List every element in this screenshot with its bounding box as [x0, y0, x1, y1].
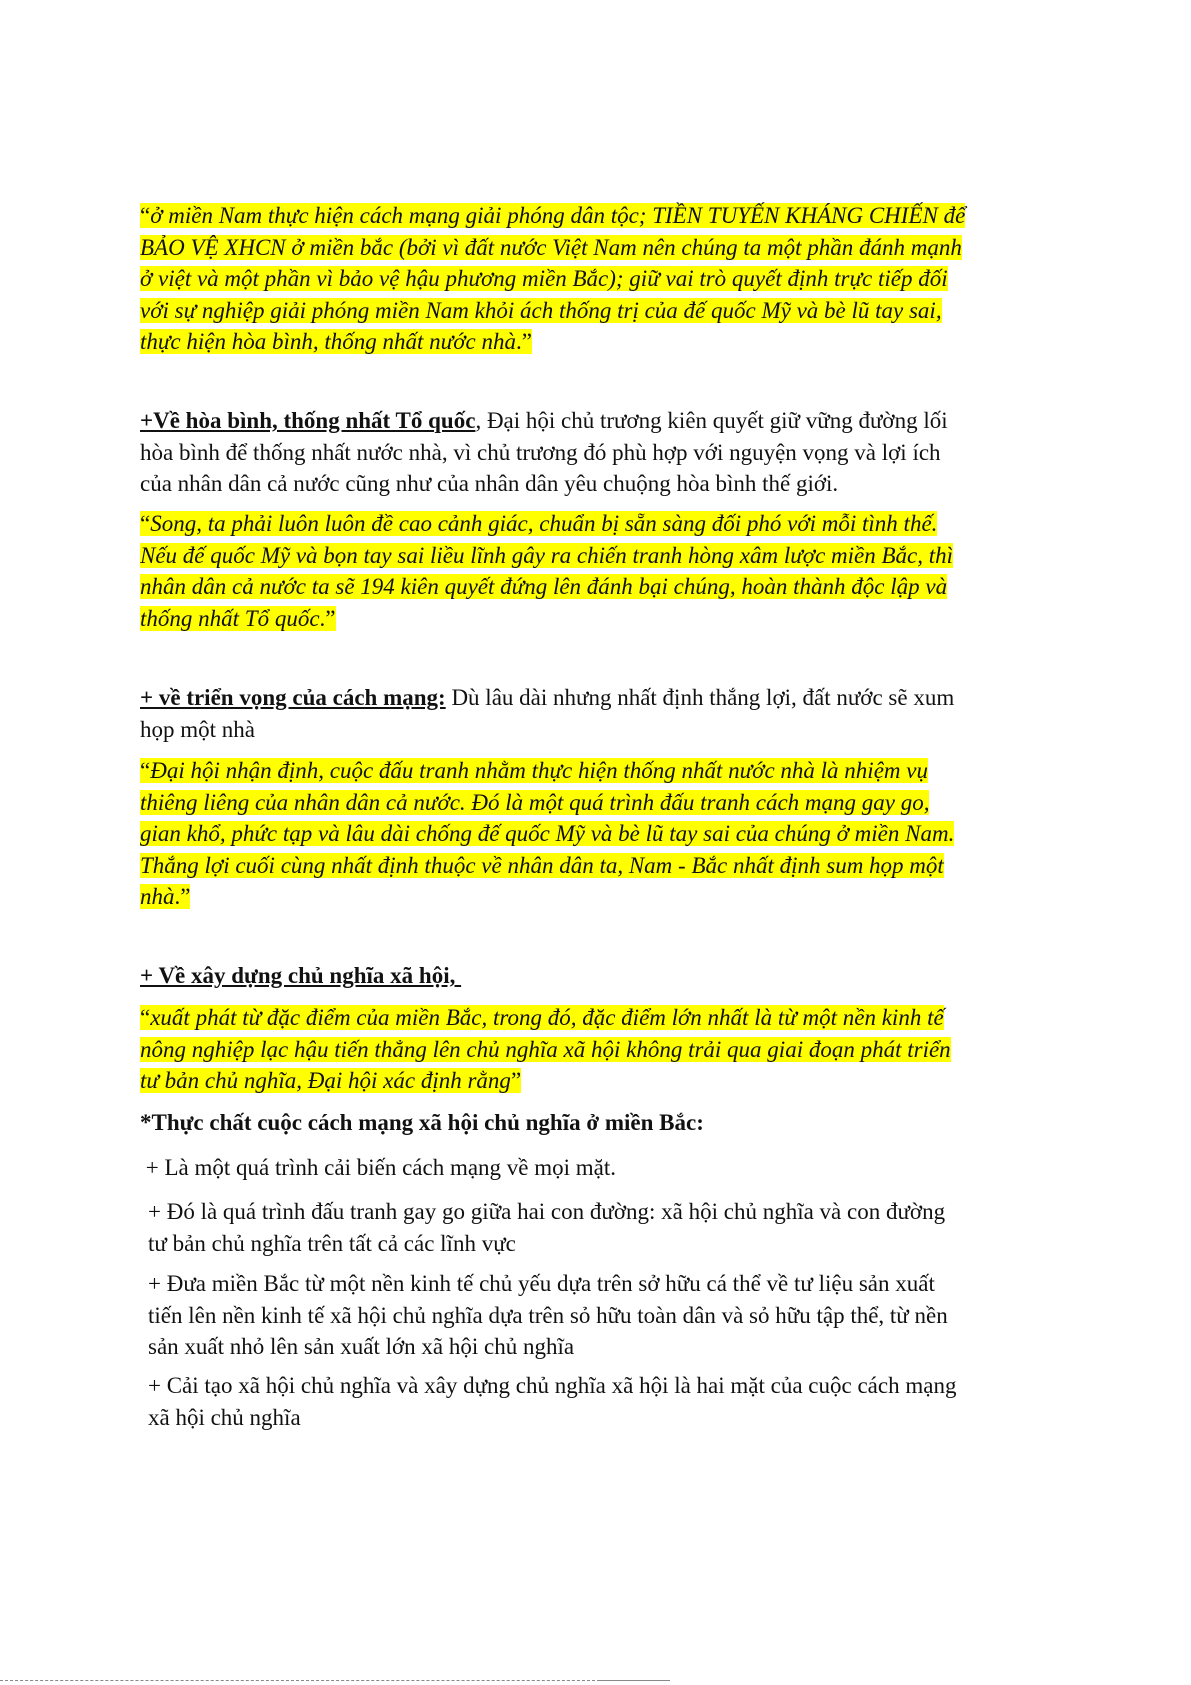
bullet-item: + Cải tạo xã hội chủ nghĩa và xây dựng chủ nghĩa xã hội là hai mặt của cuộc cách mạng xã hội chủ nghĩa [148, 1373, 957, 1430]
section-heading: +Về hòa bình, thống nhất Tổ quốc [140, 408, 476, 433]
bullet-item: + Là một quá trình cải biến cách mạng về mọi mặt. [140, 1155, 617, 1180]
page-divider [0, 1680, 600, 1681]
quote-north-characteristics: “xuất phát từ đặc điểm của miền Bắc, trong đó, đặc điểm lớn nhất là từ một nền kinh tế nông nghiệp lạc hậu tiến thẳng lên chủ nghĩa xã hội không trải qua giai đoạn phát triển tư bản chủ nghĩa, Đại hội xác định rằng” [140, 1005, 951, 1093]
section-heading: + Về xây dựng chủ nghĩa xã hội, [140, 963, 462, 988]
section-revolution-prospect: + về triển vọng của cách mạng: Dù lâu dài nhưng nhất định thắng lợi, đất nước sẽ xum họp một nhà [140, 685, 955, 742]
essence-heading: *Thực chất cuộc cách mạng xã hội chủ nghĩa ở miền Bắc: [140, 1110, 704, 1135]
bullet-item: + Đó là quá trình đấu tranh gay go giữa hai con đường: xã hội chủ nghĩa và con đường tư bản chủ nghĩa trên tất cả các lĩnh vực [148, 1199, 946, 1256]
quote-liberation-south: “ở miền Nam thực hiện cách mạng giải phóng dân tộc; TIỀN TUYẾN KHÁNG CHIẾN để BẢO VỆ XHCN ở miền bắc (bởi vì đất nước Việt Nam nên chúng ta một phần đánh mạnh ở việt và một phần vì bảo vệ hậu phương miền Bắc); giữ vai trò quyết định trực tiếp đối với sự nghiệp giải phóng miền Nam khỏi ách thống trị của đế quốc Mỹ và bè lũ tay sai, thực hiện hòa bình, thống nhất nước nhà.” [140, 203, 966, 354]
quote-vigilance: “Song, ta phải luôn luôn đề cao cảnh giác, chuẩn bị sẵn sàng đối phó với mỗi tình thế. Nếu đế quốc Mỹ và bọn tay sai liều lĩnh gây ra chiến tranh hòng xâm lược miền Bắc, thì nhân dân cả nước ta sẽ 194 kiên quyết đứng lên đánh bại chúng, hoàn thành độc lập và thống nhất Tổ quốc.” [140, 511, 954, 631]
quote-congress-assessment: “Đại hội nhận định, cuộc đấu tranh nhằm thực hiện thống nhất nước nhà là nhiệm vụ thiêng liêng của nhân dân cả nước. Đó là một quá trình đấu tranh cách mạng gay go, gian khổ, phức tạp và lâu dài chống đế quốc Mỹ và bè lũ tay sai của chúng ở miền Nam. Thắng lợi cuối cùng nhất định thuộc về nhân dân ta, Nam - Bắc nhất định sum họp một nhà.” [140, 758, 955, 909]
bullet-item: + Đưa miền Bắc từ một nền kinh tế chủ yếu dựa trên sở hữu cá thể về tư liệu sản xuất tiến lên nền kinh tế xã hội chủ nghĩa dựa trên sỏ hữu toàn dân và sỏ hữu tập thể, từ nền sản xuất nhỏ lên sản xuất lớn xã hội chủ nghĩa [148, 1271, 948, 1359]
section-building-socialism [140, 960, 1060, 992]
section-heading: + về triển vọng của cách mạng: [140, 685, 446, 710]
section-peace-reunification: +Về hòa bình, thống nhất Tổ quốc, Đại hội chủ trương kiên quyết giữ vững đường lối hòa bình để thống nhất nước nhà, vì chủ trương đó phù hợp với nguyện vọng và lợi ích của nhân dân cả nước cũng như của nhân dân yêu chuộng hòa bình thế giới. [140, 408, 948, 496]
page-divider [600, 1680, 670, 1681]
